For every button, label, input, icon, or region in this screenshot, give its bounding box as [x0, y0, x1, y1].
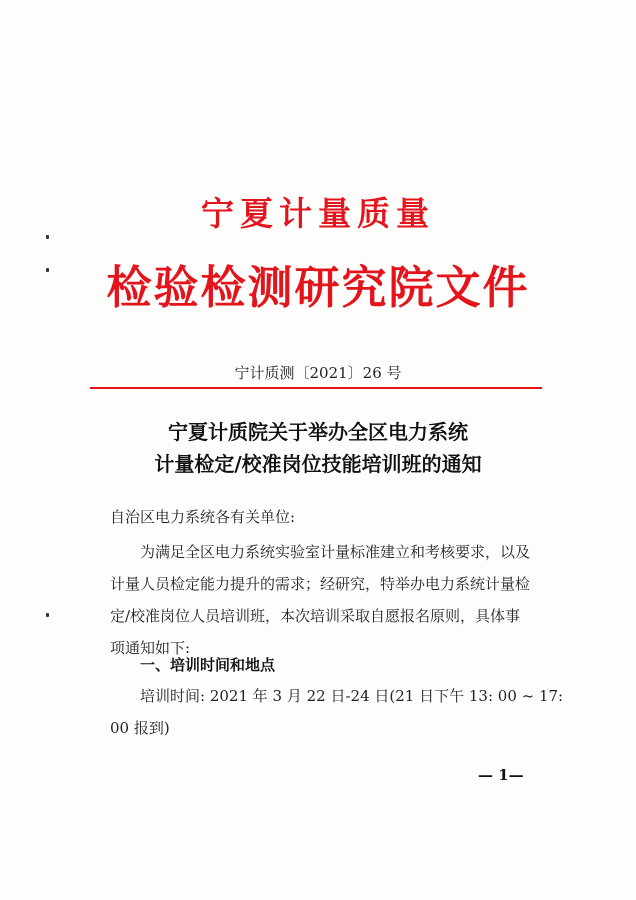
issuer-name-line2: 检验检测研究院文件 — [106, 261, 530, 314]
page-number: — 1— — [478, 766, 524, 784]
training-time-line2: 00 报到) — [110, 719, 170, 737]
paragraph-line: 项通知如下: — [110, 639, 191, 657]
document-title-line2: 计量检定/校准岗位技能培训班的通知 — [154, 452, 482, 476]
training-time-line1: 培训时间: 2021 年 3 月 22 日-24 日(21 日下午 13: 00 ~ 17: — [140, 687, 564, 705]
paragraph-line: 定/校准岗位人员培训班，本次培训采取自愿报名原则，具体事 — [110, 607, 521, 625]
document-number: 宁计质测〔2021〕26 号 — [234, 364, 402, 382]
margin-mark — [46, 613, 49, 617]
section-heading: 一、培训时间和地点 — [140, 656, 276, 674]
document-title-line1: 宁夏计质院关于举办全区电力系统 — [168, 420, 468, 444]
paragraph-line: 计量人员检定能力提升的需求；经研究，特举办电力系统计量检 — [110, 575, 531, 593]
issuer-name-line1: 宁夏计量质量 — [201, 194, 435, 233]
salutation: 自治区电力系统各有关单位: — [110, 508, 296, 526]
header-divider — [90, 387, 542, 389]
paragraph-line: 为满足全区电力系统实验室计量标准建立和考核要求，以及 — [140, 543, 531, 561]
